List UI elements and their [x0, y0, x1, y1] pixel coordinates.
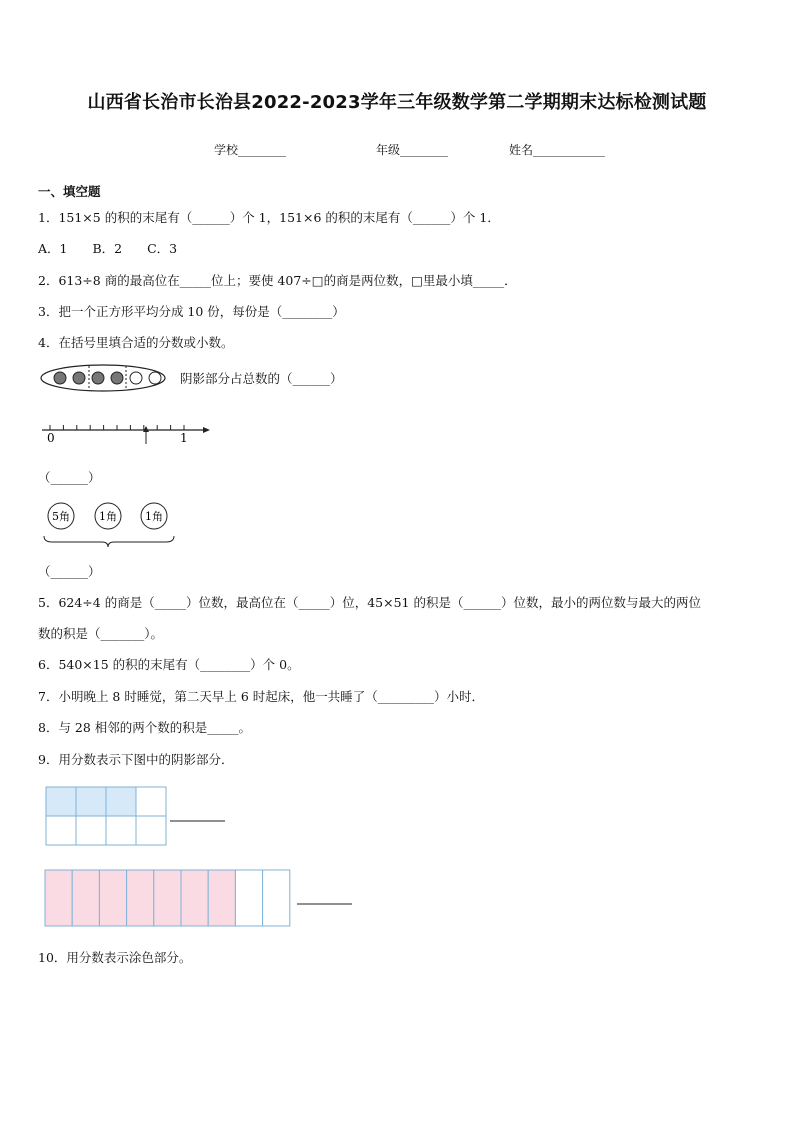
shaded-cell	[76, 787, 106, 816]
question-10: 10．用分数表示涂色部分。	[38, 950, 192, 965]
numline-answer-blank: （______）	[38, 470, 101, 485]
shaded-cell	[46, 787, 76, 816]
empty-circle	[149, 372, 161, 384]
shaded-cell	[154, 870, 181, 926]
empty-cell	[263, 870, 290, 926]
coins-figure	[38, 500, 178, 548]
shaded-circles-figure	[38, 362, 178, 394]
question-3: 3．把一个正方形平均分成 10 份，每份是（________）	[38, 304, 345, 319]
question-8: 8．与 28 相邻的两个数的积是_____。	[38, 720, 252, 735]
number-line	[38, 416, 218, 448]
name-field: 姓名____________	[509, 143, 606, 157]
question-9: 9．用分数表示下图中的阴影部分．	[38, 752, 234, 767]
shaded-cell	[181, 870, 208, 926]
question-4: 4．在括号里填合适的分数或小数。	[38, 335, 234, 350]
shaded-cell	[208, 870, 235, 926]
shaded-circle	[54, 372, 66, 384]
question-1-options: A．1 B．2 C．3	[38, 241, 178, 256]
coin-label: 1角	[99, 510, 117, 523]
school-field: 学校________	[214, 143, 287, 157]
number-line-one: 1	[180, 431, 188, 445]
empty-cell	[106, 816, 136, 845]
circles-question-text: 阴影部分占总数的（______）	[180, 371, 343, 386]
shaded-cell	[106, 787, 136, 816]
coin-label: 1角	[145, 510, 163, 523]
shaded-cell	[127, 870, 154, 926]
shaded-circle	[111, 372, 123, 384]
fraction-strip-figure	[44, 869, 356, 929]
empty-cell	[235, 870, 262, 926]
empty-cell	[76, 816, 106, 845]
question-5-continued: 数的积是（_______）。	[38, 626, 164, 641]
empty-circle	[130, 372, 142, 384]
shaded-cell	[72, 870, 99, 926]
fraction-grid-figure	[45, 786, 230, 846]
section-heading: 一、填空题	[38, 184, 101, 199]
question-5: 5．624÷4 的商是（_____）位数，最高位在（_____）位，45×51 的积是（______）位数，最小的两位数与最大的两位	[38, 595, 701, 610]
page-title: 山西省长治市长治县2022-2023学年三年级数学第二学期期末达标检测试题	[87, 92, 707, 113]
shaded-cell	[99, 870, 126, 926]
coin-label: 5角	[52, 510, 70, 523]
grade-field: 年级________	[376, 143, 449, 157]
question-1: 1．151×5 的积的末尾有（______）个 1，151×6 的积的末尾有（______）个 1．	[38, 210, 500, 225]
empty-cell	[136, 787, 166, 816]
question-2: 2．613÷8 商的最高位在_____位上；要使 407÷□的商是两位数，□里最小填_____．	[38, 273, 517, 288]
question-6: 6．540×15 的积的末尾有（________）个 0。	[38, 657, 300, 672]
number-line-zero: 0	[47, 431, 55, 445]
coins-answer-blank: （______）	[38, 564, 101, 579]
empty-cell	[46, 816, 76, 845]
question-7: 7．小明晚上 8 时睡觉，第二天早上 6 时起床，他一共睡了（_________）小时．	[38, 689, 485, 704]
shaded-circle	[73, 372, 85, 384]
shaded-circle	[92, 372, 104, 384]
empty-cell	[136, 816, 166, 845]
shaded-cell	[45, 870, 72, 926]
